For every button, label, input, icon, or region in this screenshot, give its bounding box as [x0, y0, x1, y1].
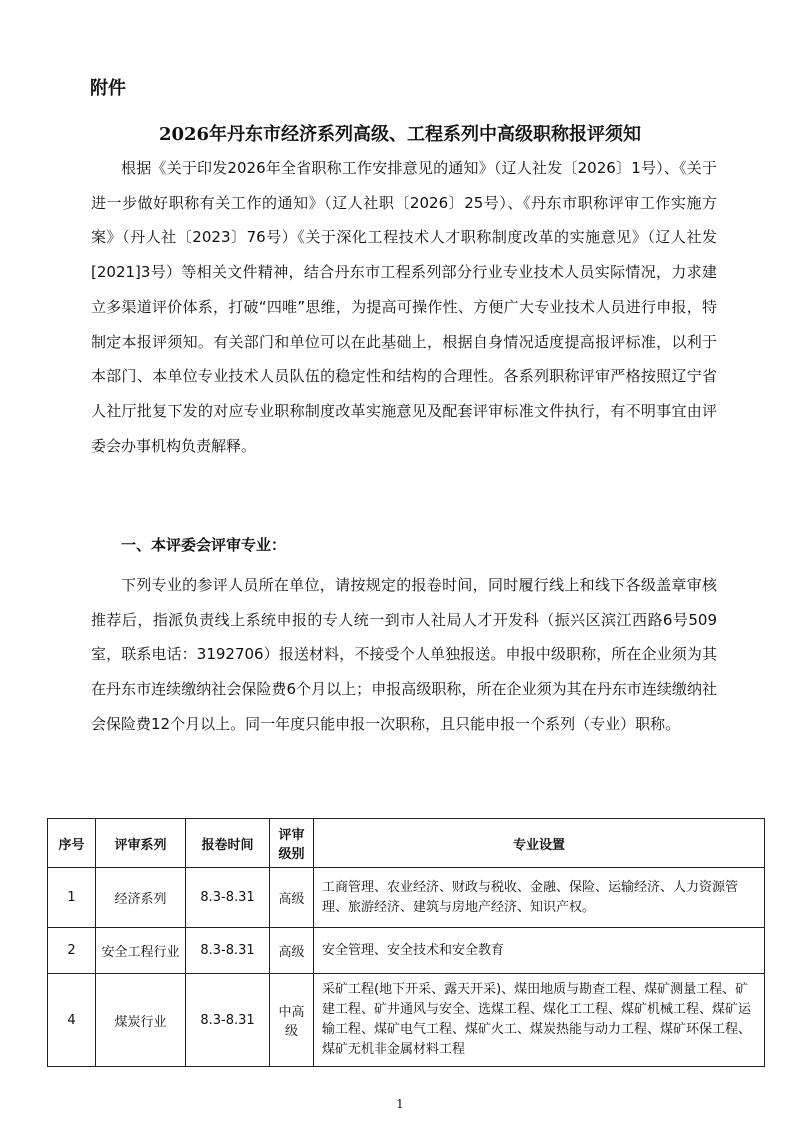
table-row — [48, 928, 765, 974]
cell-spec: 安全管理、安全技术和安全教育 — [314, 928, 765, 974]
header-series: 评审系列 — [96, 819, 186, 868]
table-row — [48, 868, 765, 928]
header-no: 序号 — [48, 819, 96, 868]
cell-level: 高级 — [270, 928, 314, 974]
table-header-row — [48, 819, 765, 868]
header-time: 报卷时间 — [186, 819, 270, 868]
cell-no: 2 — [48, 928, 96, 974]
cell-series: 煤炭行业 — [96, 974, 186, 1067]
section-heading: 一、本评委会评审专业： — [121, 536, 287, 554]
header-level: 评审级别 — [270, 819, 314, 868]
cell-time: 8.3-8.31 — [186, 928, 270, 974]
specialty-table — [47, 818, 765, 1067]
cell-time: 8.3-8.31 — [186, 868, 270, 928]
document-title: 2026年丹东市经济系列高级、工程系列中高级职称报评须知 — [158, 124, 642, 145]
cell-spec: 工商管理、农业经济、财政与税收、金融、保险、运输经济、人力资源管理、旅游经济、建筑与房地产经济、知识产权。 — [314, 868, 765, 928]
cell-series: 经济系列 — [96, 868, 186, 928]
cell-no: 1 — [48, 868, 96, 928]
page-number: 1 — [396, 1097, 404, 1111]
cell-level: 高级 — [270, 868, 314, 928]
section-paragraph: 下列专业的参评人员所在单位，请按规定的报卷时间，同时履行线上和线下各级盖章审核推荐后，指派负责线上系统申报的专人统一到市人社局人才开发科（振兴区滨江西路6号509室，联系电话：3192706）报送材料，不接受个人单独报送。申报中级职称，所在企业须为其在丹东市连续缴纳社会保险费6个月以上；申报高级职称，所在企业须为其在丹东市连续缴纳社会保险费12个月以上。同一年度只能申报一次职称，且只能申报一个系列（专业）职称。 — [91, 576, 717, 733]
cell-spec: 采矿工程(地下开采、露天开采)、煤田地质与勘查工程、煤矿测量工程、矿建工程、矿井通风与安全、选煤工程、煤化工工程、煤矿机械工程、煤矿运输工程、煤矿电气工程、煤矿火工、煤炭热能与动力工程、煤矿环保工程、煤矿无机非金属材料工程 — [314, 974, 765, 1067]
intro-paragraph: 根据《关于印发2026年全省职称工作安排意见的通知》（辽人社发〔2026〕1号）、《关于进一步做好职称有关工作的通知》（辽人社职〔2026〕25号）、《丹东市职称评审工作实施方案》（丹人社〔2023〕76号）《关于深化工程技术人才职称制度改革的实施意见》（辽人社发[2021]3号）等相关文件精神，结合丹东市工程系列部分行业专业技术人员实际情况，力求建立多渠道评价体系，打破“四唯”思维，为提高可操作性、方便广大专业技术人员进行申报，特制定本报评须知。有关部门和单位可以在此基础上，根据自身情况适度提高报评标准，以利于本部门、本单位专业技术人员队伍的稳定性和结构的合理性。各系列职称评审严格按照辽宁省人社厅批复下发的对应专业职称制度改革实施意见及配套评审标准文件执行，有不明事宜由评委会办事机构负责解释。 — [91, 159, 717, 455]
header-spec: 专业设置 — [314, 819, 765, 868]
cell-time: 8.3-8.31 — [186, 974, 270, 1067]
attachment-label: 附件 — [90, 78, 126, 99]
cell-series: 安全工程行业 — [96, 928, 186, 974]
cell-no: 4 — [48, 974, 96, 1067]
cell-level: 中高级 — [270, 974, 314, 1067]
table-row — [48, 974, 765, 1067]
